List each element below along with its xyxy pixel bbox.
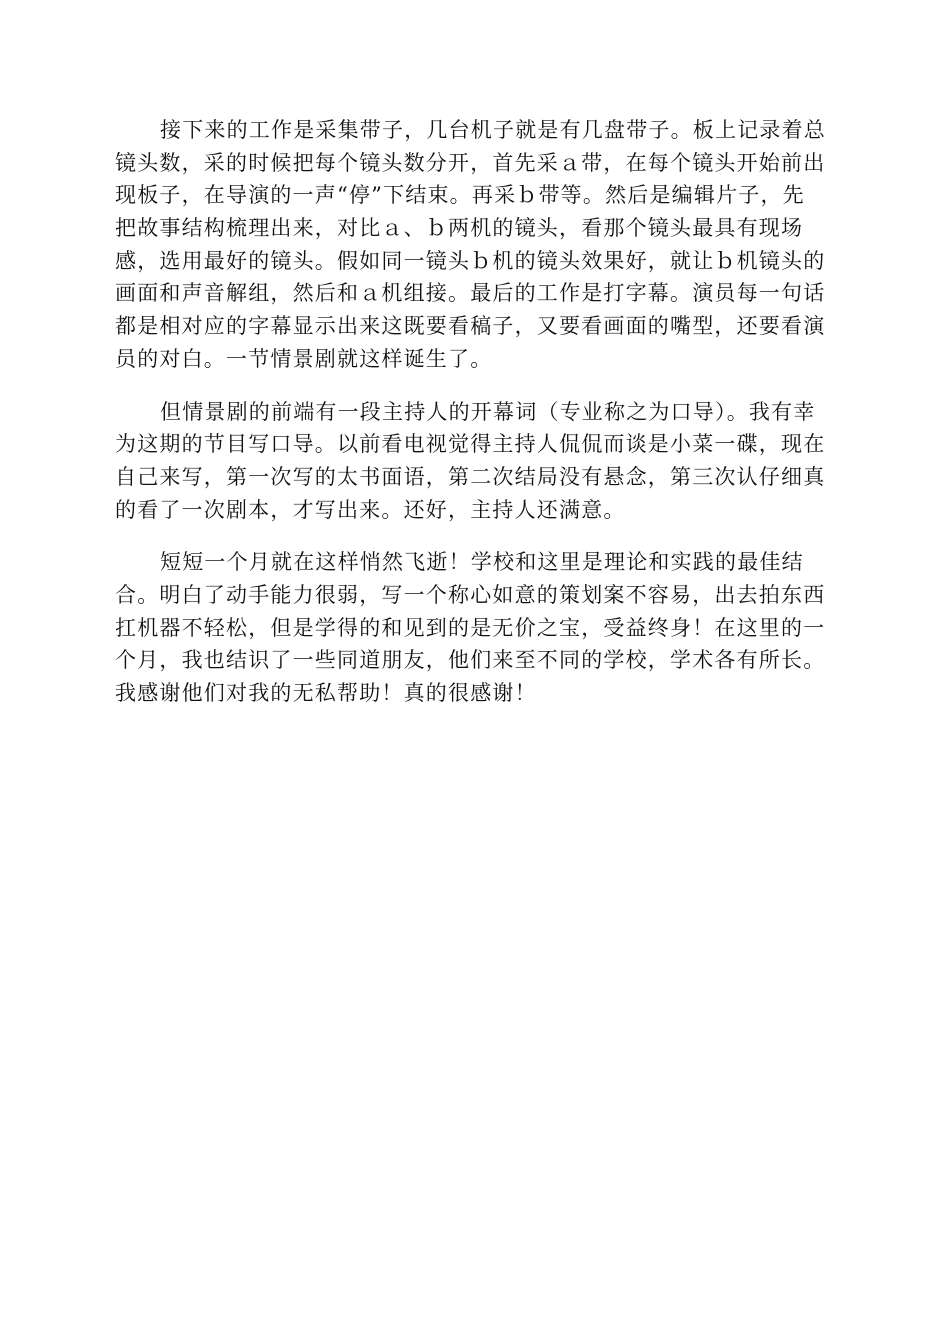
text-line: 现板子，在导演的一声“停”下结束。再采ｂ带等。然后是编辑片子，先 [115,183,805,208]
text-line: 把故事结构梳理出来，对比ａ、ｂ两机的镜头，看那个镜头最具有现场 [115,216,804,241]
text-line: 自己来写，第一次写的太书面语，第二次结局没有悬念，第三次认仔细真 [115,464,826,489]
text-line: 合。明白了动手能力很弱，写一个称心如意的策划案不容易，出去拍东西 [115,582,826,607]
paragraph-1 [115,114,830,376]
text-line: 都是相对应的字幕显示出来这既要看稿子，又要看画面的嘴型，还要看演 [115,314,826,339]
text-line: 但情景剧的前端有一段主持人的开幕词（专业称之为口导）。我有幸 [160,399,816,424]
paragraph-2 [115,396,830,527]
text-line: 我感谢他们对我的无私帮助！真的很感谢！ [115,681,537,705]
text-line: 员的对白。一节情景剧就这样诞生了。 [115,346,493,371]
text-line: 接下来的工作是采集带子，几台机子就是有几盘带子。板上记录着总 [160,118,826,142]
text-line: 的看了一次剧本，才写出来。还好，主持人还满意。 [115,497,626,522]
text-line: 画面和声音解组，然后和ａ机组接。最后的工作是打字幕。演员每一句话 [115,281,826,306]
text-line: 为这期的节目写口导。以前看电视觉得主持人侃侃而谈是小菜一碟，现在 [115,432,826,457]
document-body [115,114,830,730]
text-line: 感，选用最好的镜头。假如同一镜头ｂ机的镜头效果好，就让ｂ机镜头的 [115,248,826,273]
text-line: 扛机器不轻松，但是学得的和见到的是无价之宝，受益终身！在这里的一 [115,615,826,640]
text-line: 短短一个月就在这样悄然飞逝！学校和这里是理论和实践的最佳结 [160,550,804,575]
text-line: 个月，我也结识了一些同道朋友，他们来至不同的学校，学术各有所长。 [115,648,826,673]
text-line: 镜头数，采的时候把每个镜头数分开，首先采ａ带，在每个镜头开始前出 [115,150,826,175]
paragraph-3 [115,546,830,709]
